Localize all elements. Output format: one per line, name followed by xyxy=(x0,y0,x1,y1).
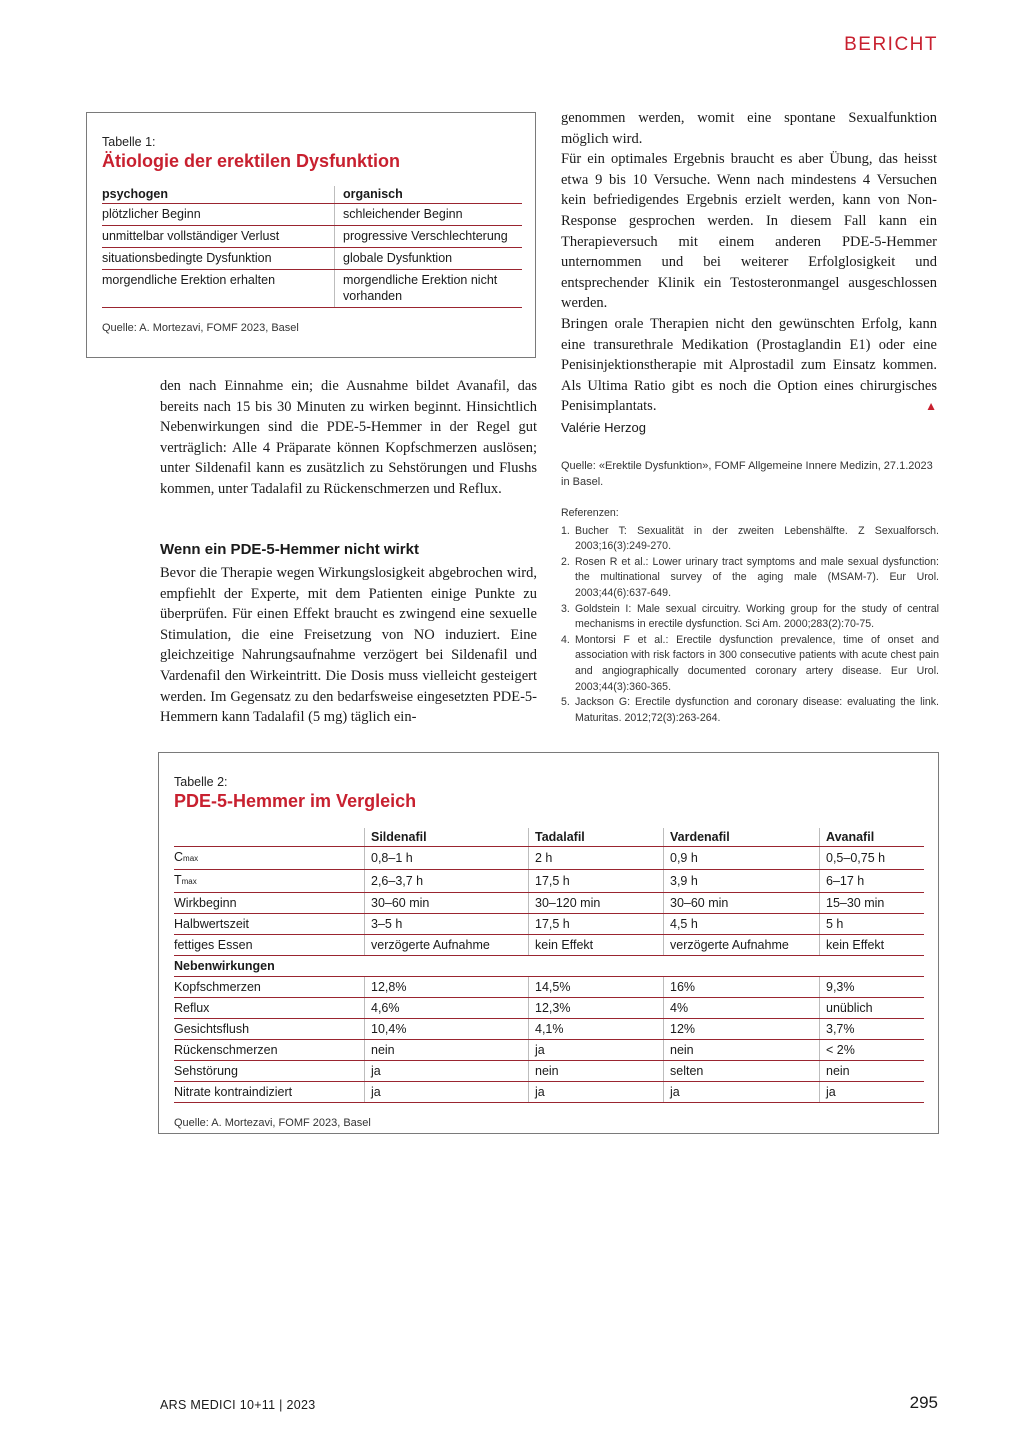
table-2-box xyxy=(158,752,939,1134)
table-cell: verzögerte Aufnahme xyxy=(365,935,529,956)
references-title: Referenzen: xyxy=(561,507,619,519)
table-row xyxy=(174,847,924,870)
row-label xyxy=(174,1082,365,1103)
table-cell: 12% xyxy=(664,1019,820,1040)
table-cell: morgendliche Erektion erhalten xyxy=(102,270,335,308)
table-1-header-organisch: organisch xyxy=(335,186,523,204)
table-cell: 9,3% xyxy=(820,977,925,998)
row-label-text: Gesichtsflush xyxy=(174,1022,250,1036)
reference-number: 3. xyxy=(561,602,570,615)
table-cell: 10,4% xyxy=(365,1019,529,1040)
table-cell: 2 h xyxy=(529,847,664,870)
table-1 xyxy=(102,186,522,308)
row-label-text: C xyxy=(174,850,184,864)
reference-text: Jackson G: Erectile dysfunction and coronary disease: evaluating the link. Maturitas. 2012;72(3):263-264. xyxy=(575,696,939,724)
table-section-row xyxy=(174,956,924,977)
table-2-header-vardenafil: Vardenafil xyxy=(664,828,820,847)
table-cell: nein xyxy=(529,1061,664,1082)
row-label xyxy=(174,914,365,935)
table-row xyxy=(174,1040,924,1061)
table-2-header-sildenafil: Sildenafil xyxy=(365,828,529,847)
row-label-text: Reflux xyxy=(174,1001,210,1015)
table-cell: kein Effekt xyxy=(820,935,925,956)
table-row xyxy=(102,270,522,308)
table-cell: 17,5 h xyxy=(529,914,664,935)
table-cell: ja xyxy=(365,1082,529,1103)
row-label-text: T xyxy=(174,873,182,887)
row-label-subscript: max xyxy=(183,854,199,863)
reference-text: Goldstein I: Male sexual circuitry. Working group for the study of central mechanisms in erectile dysfunction. Sci Am. 2000;283(2):70-75. xyxy=(575,602,939,631)
table-cell: 3–5 h xyxy=(365,914,529,935)
table-row xyxy=(174,1061,924,1082)
table-cell: nein xyxy=(820,1061,925,1082)
left-column-top xyxy=(160,376,537,500)
table-cell: 2,6–3,7 h xyxy=(365,870,529,893)
table-cell: 5 h xyxy=(820,914,925,935)
row-label-text: Rückenschmerzen xyxy=(174,1043,278,1057)
table-cell: 4,1% xyxy=(529,1019,664,1040)
table-cell: plötzlicher Beginn xyxy=(102,204,335,226)
table-cell: nein xyxy=(664,1040,820,1061)
table-row xyxy=(174,1019,924,1040)
row-label-text: Nebenwirkungen xyxy=(174,959,275,973)
body-paragraph-text: Bringen orale Therapien nicht den gewünschten Erfolg, kann eine transurethrale Medikation (Prostaglandin E1) oder eine Penisinjektionstherapie mit Alprostadil zum Einsatz kommen. Als Ultima Ratio gibt es noch die Option eines chirurgisches Penisimplantats. xyxy=(561,315,937,415)
table-cell: globale Dysfunktion xyxy=(335,248,523,270)
reference-item xyxy=(561,633,939,695)
table-cell: schleichender Beginn xyxy=(335,204,523,226)
table-row xyxy=(102,204,522,226)
table-1-header-row xyxy=(102,186,522,204)
reference-item xyxy=(561,602,939,633)
left-column-bottom xyxy=(160,563,537,728)
table-cell: nein xyxy=(365,1040,529,1061)
page-number: 295 xyxy=(909,1393,938,1412)
table-cell: ja xyxy=(664,1082,820,1103)
reference-number: 4. xyxy=(561,633,570,646)
table-cell: ja xyxy=(365,1061,529,1082)
table-cell: 17,5 h xyxy=(529,870,664,893)
table-1-source: Quelle: A. Mortezavi, FOMF 2023, Basel xyxy=(102,322,299,334)
table-cell: 30–120 min xyxy=(529,893,664,914)
row-label xyxy=(174,956,924,977)
footer-journal: ARS MEDICI 10+11 | 2023 xyxy=(160,1398,316,1412)
table-cell: 12,8% xyxy=(365,977,529,998)
table-cell: ja xyxy=(529,1040,664,1061)
table-2-body xyxy=(174,847,924,1103)
table-cell: situationsbedingte Dysfunktion xyxy=(102,248,335,270)
body-paragraph: genommen werden, womit eine spontane Sexualfunktion möglich wird. xyxy=(561,110,937,147)
row-label xyxy=(174,935,365,956)
table-cell: 0,9 h xyxy=(664,847,820,870)
table-cell: 14,5% xyxy=(529,977,664,998)
table-cell: unüblich xyxy=(820,998,925,1019)
references-list xyxy=(561,524,939,727)
table-2-header-avanafil: Avanafil xyxy=(820,828,925,847)
row-label xyxy=(174,1061,365,1082)
table-cell: 16% xyxy=(664,977,820,998)
reference-text: Rosen R et al.: Lower urinary tract symptoms and male sexual dysfunction: the multinational survey of the aging male (MSAM-7). Eur Urol. 2003;44(6):637-649. xyxy=(575,555,939,599)
table-row xyxy=(102,248,522,270)
table-cell: kein Effekt xyxy=(529,935,664,956)
subheading: Wenn ein PDE-5-Hemmer nicht wirkt xyxy=(160,541,419,558)
table-cell: morgendliche Erektion nicht vorhanden xyxy=(335,270,523,308)
row-label-text: Wirkbeginn xyxy=(174,896,237,910)
author-name: Valérie Herzog xyxy=(561,420,647,435)
table-cell: 6–17 h xyxy=(820,870,925,893)
table-cell: progressive Verschlechterung xyxy=(335,226,523,248)
row-label xyxy=(174,977,365,998)
table-row xyxy=(174,870,924,893)
reference-number: 5. xyxy=(561,696,570,709)
table-cell: 0,5–0,75 h xyxy=(820,847,925,870)
row-label-text: Nitrate kontraindiziert xyxy=(174,1085,293,1099)
table-cell: 30–60 min xyxy=(664,893,820,914)
table-cell: 4,5 h xyxy=(664,914,820,935)
body-paragraph: den nach Einnahme ein; die Ausnahme bildet Avanafil, das bereits nach 15 bis 30 Minuten zu wirken beginnt. Hinsichtlich Nebenwirkungen sind die PDE-5-Hemmer in der Regel gut verträglich: Alle 4 Präparate können Kopfschmerzen auslösen; unter Sildenafil kann es zusätzlich zu Sehstörungen und Flushs kommen, unter Tadalafil zu Rückenschmerzen und Reflux. xyxy=(160,378,537,497)
table-2-header-empty xyxy=(174,828,365,847)
row-label xyxy=(174,998,365,1019)
table-cell: 12,3% xyxy=(529,998,664,1019)
row-label xyxy=(174,870,365,893)
table-2-title: PDE-5-Hemmer im Vergleich xyxy=(174,791,417,811)
article-source-note: Quelle: «Erektile Dysfunktion», FOMF Allgemeine Innere Medizin, 27.1.2023 in Basel. xyxy=(561,460,933,488)
table-1-caption: Tabelle 1: xyxy=(102,135,156,149)
row-label xyxy=(174,1040,365,1061)
table-1-box xyxy=(86,112,536,358)
table-2-caption: Tabelle 2: xyxy=(174,775,228,789)
table-cell: 4% xyxy=(664,998,820,1019)
reference-item xyxy=(561,695,939,726)
row-label-subscript: max xyxy=(181,877,197,886)
table-1-header-psychogen: psychogen xyxy=(102,186,335,204)
table-cell: 3,9 h xyxy=(664,870,820,893)
reference-number: 1. xyxy=(561,524,570,537)
row-label xyxy=(174,1019,365,1040)
table-cell: 0,8–1 h xyxy=(365,847,529,870)
table-cell: 15–30 min xyxy=(820,893,925,914)
row-label-text: Halbwertszeit xyxy=(174,917,250,931)
table-2-header-row xyxy=(174,828,924,847)
row-label-text: Kopfschmerzen xyxy=(174,980,261,994)
row-label-text: fettiges Essen xyxy=(174,938,253,952)
reference-item xyxy=(561,524,939,555)
end-triangle-icon: ▲ xyxy=(925,399,937,414)
reference-item xyxy=(561,555,939,602)
body-paragraph: Für ein optimales Ergebnis braucht es aber Übung, das heisst etwa 9 bis 10 Versuche. Wenn nach mindestens 4 Versuchen kein befriedigendes Ergebnis erzielt werden, kann von Non-Response gesprochen werden. In diesem Fall kann ein Therapieversuch mit einem anderen PDE-5-Hemmer unternommen und bei weiterer Erfolglosigkeit und entsprechender Klinik ein Testosteronmangel ausgeschlossen werden. xyxy=(561,151,937,312)
reference-number: 2. xyxy=(561,555,570,568)
table-cell: verzögerte Aufnahme xyxy=(664,935,820,956)
table-cell: ja xyxy=(820,1082,925,1103)
table-2-header-tadalafil: Tadalafil xyxy=(529,828,664,847)
table-cell: selten xyxy=(664,1061,820,1082)
table-2 xyxy=(174,828,924,1103)
references xyxy=(561,506,939,726)
table-row xyxy=(174,893,924,914)
row-label xyxy=(174,847,365,870)
table-1-title: Ätiologie der erektilen Dysfunktion xyxy=(102,151,401,171)
table-cell: 4,6% xyxy=(365,998,529,1019)
table-row xyxy=(102,226,522,248)
table-row xyxy=(174,914,924,935)
table-cell: 3,7% xyxy=(820,1019,925,1040)
section-label: BERICHT xyxy=(844,34,938,55)
table-2-source: Quelle: A. Mortezavi, FOMF 2023, Basel xyxy=(174,1117,371,1129)
row-label-text: Sehstörung xyxy=(174,1064,238,1078)
right-column xyxy=(561,108,937,417)
table-cell: 30–60 min xyxy=(365,893,529,914)
reference-text: Montorsi F et al.: Erectile dysfunction prevalence, time of onset and association with risk factors in 300 consecutive patients with acute chest pain and angiographically documented coronary artery disease. Eur Urol. 2003;44(3):360-365. xyxy=(575,633,939,693)
table-row xyxy=(174,977,924,998)
row-label xyxy=(174,893,365,914)
reference-text: Bucher T: Sexualität in der zweiten Lebenshälfte. Z Sexualforsch. 2003;16(3):249-270. xyxy=(575,524,939,553)
table-cell: unmittelbar vollständiger Verlust xyxy=(102,226,335,248)
table-cell: ja xyxy=(529,1082,664,1103)
table-row xyxy=(174,998,924,1019)
table-row xyxy=(174,1082,924,1103)
table-cell: < 2% xyxy=(820,1040,925,1061)
body-paragraph-last xyxy=(561,314,937,417)
body-paragraph: Bevor die Therapie wegen Wirkungslosigkeit abgebrochen wird, empfiehlt der Experte, mit dem Patienten einige Punkte zu überprüfen. Für einen Effekt braucht es zwingend eine sexuelle Stimulation, die eine Freisetzung von NO induziert. Eine gleichzeitige Nahrungsaufnahme verzögert bei Sildenafil und Vardenafil den Wirkeintritt. Die Dosis muss vielleicht gesteigert werden. Im Gegensatz zu den bedarfsweise eingesetzten PDE-5-Hemmern kann Tadalafil (5 mg) täglich ein- xyxy=(160,565,537,726)
table-row xyxy=(174,935,924,956)
